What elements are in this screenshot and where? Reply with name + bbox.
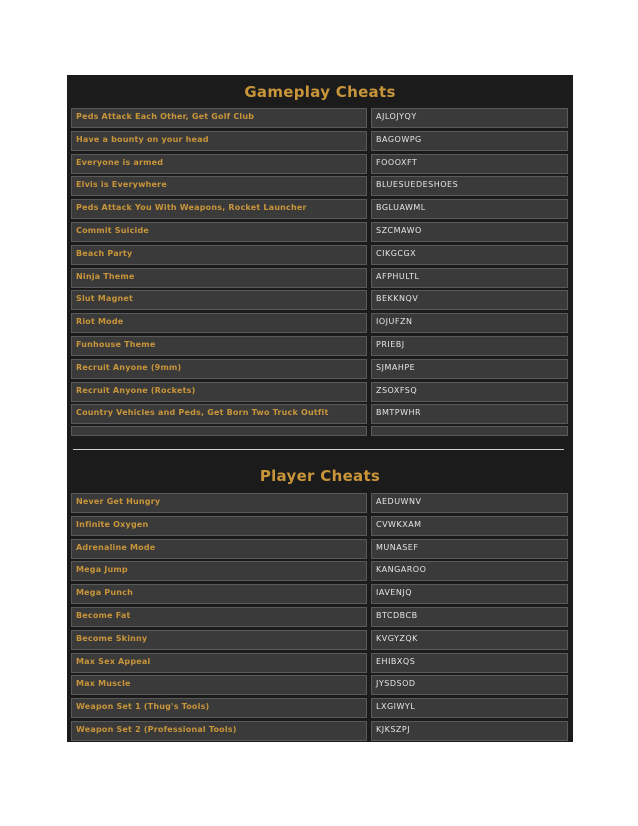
table-row — [71, 539, 569, 559]
cheat-name: Slut Magnet — [76, 294, 134, 304]
cheat-name-cell — [71, 584, 367, 604]
cheat-name-cell — [71, 268, 367, 288]
cheat-name-cell — [71, 539, 367, 559]
cheat-name: Elvis is Everywhere — [76, 180, 167, 190]
cheat-name-cell — [71, 336, 367, 356]
cheat-name: Peds Attack Each Other, Get Golf Club — [76, 112, 255, 121]
cheat-code: BEKKNQV — [376, 294, 419, 304]
cheat-code-cell — [371, 313, 568, 333]
table-row — [71, 698, 569, 718]
cheat-code: PRIEBJ — [376, 340, 405, 349]
table-row — [71, 222, 569, 242]
cheat-name-cell — [71, 131, 367, 151]
cheat-name-cell — [71, 653, 367, 673]
cheat-name-cell — [71, 698, 367, 718]
table-row — [71, 516, 569, 536]
table-row — [71, 199, 569, 219]
cheat-code-cell — [371, 653, 568, 673]
table-row — [71, 268, 569, 288]
cheat-name: Peds Attack You With Weapons, Rocket Launcher — [76, 203, 307, 213]
table-row — [71, 561, 569, 581]
cheat-code-cell — [371, 268, 568, 288]
table-row-empty — [71, 426, 569, 434]
table-row — [71, 359, 569, 379]
cheat-code: SJMAHPE — [376, 362, 416, 372]
table-row — [71, 404, 569, 424]
cheat-name: Recruit Anyone (Rockets) — [76, 385, 196, 395]
cheat-code-cell — [371, 108, 568, 128]
table-row — [71, 245, 569, 265]
cheat-code-cell — [371, 404, 568, 424]
cheat-name-cell — [71, 222, 367, 242]
cheat-code: IOJUFZN — [376, 317, 413, 327]
cheat-code: KANGAROO — [376, 565, 427, 575]
cheat-name: Weapon Set 1 (Thug's Tools) — [76, 702, 210, 712]
table-row — [71, 154, 569, 174]
cheat-code: JYSDSOD — [376, 679, 416, 689]
cheat-code-cell — [371, 199, 568, 219]
cheat-code: LXGIWYL — [376, 702, 416, 712]
cheat-code-cell — [371, 222, 568, 242]
cheat-name: Ninja Theme — [76, 271, 135, 281]
cheat-name-cell — [71, 199, 367, 219]
cheat-code-cell — [371, 359, 568, 379]
player-cheats-title: Player Cheats — [259, 467, 381, 485]
cheat-name: Country Vehicles and Peds, Get Born Two Truck Outfit — [76, 408, 329, 418]
cheat-code-cell — [371, 131, 568, 151]
cheat-code: BGLUAWML — [376, 203, 426, 213]
cheat-name: Recruit Anyone (9mm) — [76, 362, 182, 372]
cheat-code: CIKGCGX — [376, 248, 417, 258]
cheat-code: KVGYZQK — [376, 633, 418, 643]
table-row — [71, 290, 569, 310]
cheat-code-cell — [371, 290, 568, 310]
cheat-name: Adrenaline Mode — [76, 542, 156, 552]
cheat-name-cell — [71, 607, 367, 627]
cheat-code: AJLOJYQY — [376, 112, 417, 121]
cheat-name: Commit Suicide — [76, 226, 150, 235]
cheat-code-cell — [371, 245, 568, 265]
cheat-name-cell — [71, 516, 367, 536]
table-row — [71, 653, 569, 673]
cheat-code: FOOOXFT — [376, 157, 418, 167]
cheat-name-cell — [71, 176, 367, 196]
cheat-name-cell — [71, 359, 367, 379]
cheat-name-cell — [71, 721, 367, 741]
section-divider — [73, 449, 564, 450]
cheat-name-cell — [71, 675, 367, 695]
cheat-code-cell — [371, 584, 568, 604]
table-row — [71, 584, 569, 604]
table-row — [71, 313, 569, 333]
cheat-code-cell — [371, 539, 568, 559]
cheat-code: AEDUWNV — [376, 497, 422, 506]
cheat-code: IAVENJQ — [376, 588, 412, 598]
cheat-name: Weapon Set 2 (Professional Tools) — [76, 725, 237, 734]
cheat-code: CVWKXAM — [376, 519, 422, 529]
cheat-code-cell — [371, 561, 568, 581]
table-row — [71, 630, 569, 650]
empty-name-cell — [71, 426, 367, 436]
table-row — [71, 721, 569, 741]
cheat-name-cell — [71, 382, 367, 402]
gameplay-cheats-title: Gameplay Cheats — [244, 83, 396, 101]
cheat-name: Beach Party — [76, 248, 133, 258]
cheat-name-cell — [71, 493, 367, 513]
cheat-code: ZSOXFSQ — [376, 385, 418, 395]
cheat-name: Mega Punch — [76, 588, 133, 598]
cheat-name-cell — [71, 404, 367, 424]
cheats-panel — [67, 75, 573, 742]
cheat-code-cell — [371, 630, 568, 650]
cheat-name-cell — [71, 154, 367, 174]
cheat-name-cell — [71, 561, 367, 581]
cheat-code: SZCMAWO — [376, 226, 422, 235]
cheat-code-cell — [371, 493, 568, 513]
cheat-code: BTCDBCB — [376, 611, 418, 620]
cheat-code: BMTPWHR — [376, 408, 422, 418]
table-row — [71, 607, 569, 627]
cheat-name-cell — [71, 245, 367, 265]
cheat-name: Max Sex Appeal — [76, 656, 151, 666]
cheat-name: Have a bounty on your head — [76, 134, 209, 144]
cheat-name: Become Fat — [76, 611, 131, 620]
table-row — [71, 131, 569, 151]
table-row — [71, 382, 569, 402]
cheat-name-cell — [71, 290, 367, 310]
table-row — [71, 493, 569, 513]
table-row — [71, 336, 569, 356]
cheat-name: Riot Mode — [76, 317, 124, 327]
cheat-name: Never Get Hungry — [76, 497, 161, 506]
cheat-name: Mega Jump — [76, 565, 128, 575]
cheat-code-cell — [371, 176, 568, 196]
cheat-code: KJKSZPJ — [376, 725, 411, 734]
cheat-code: BLUESUEDESHOES — [376, 180, 459, 190]
cheat-code-cell — [371, 675, 568, 695]
empty-code-cell — [371, 426, 568, 436]
cheat-name-cell — [71, 108, 367, 128]
cheat-code-cell — [371, 607, 568, 627]
cheat-code-cell — [371, 154, 568, 174]
table-row — [71, 108, 569, 128]
cheat-name: Max Muscle — [76, 679, 131, 689]
cheat-code-cell — [371, 382, 568, 402]
cheat-name-cell — [71, 630, 367, 650]
cheat-name: Funhouse Theme — [76, 340, 156, 349]
table-row — [71, 176, 569, 196]
cheat-code: AFPHULTL — [376, 271, 420, 281]
cheat-code: BAGOWPG — [376, 134, 422, 144]
cheat-code-cell — [371, 698, 568, 718]
cheat-code-cell — [371, 336, 568, 356]
cheat-name: Infinite Oxygen — [76, 519, 149, 529]
cheat-name-cell — [71, 313, 367, 333]
cheat-code-cell — [371, 721, 568, 741]
table-row — [71, 675, 569, 695]
cheat-code: EHIBXQS — [376, 656, 416, 666]
cheat-code: MUNASEF — [376, 542, 419, 552]
cheat-name: Become Skinny — [76, 633, 148, 643]
cheat-name: Everyone is armed — [76, 157, 164, 167]
cheat-code-cell — [371, 516, 568, 536]
